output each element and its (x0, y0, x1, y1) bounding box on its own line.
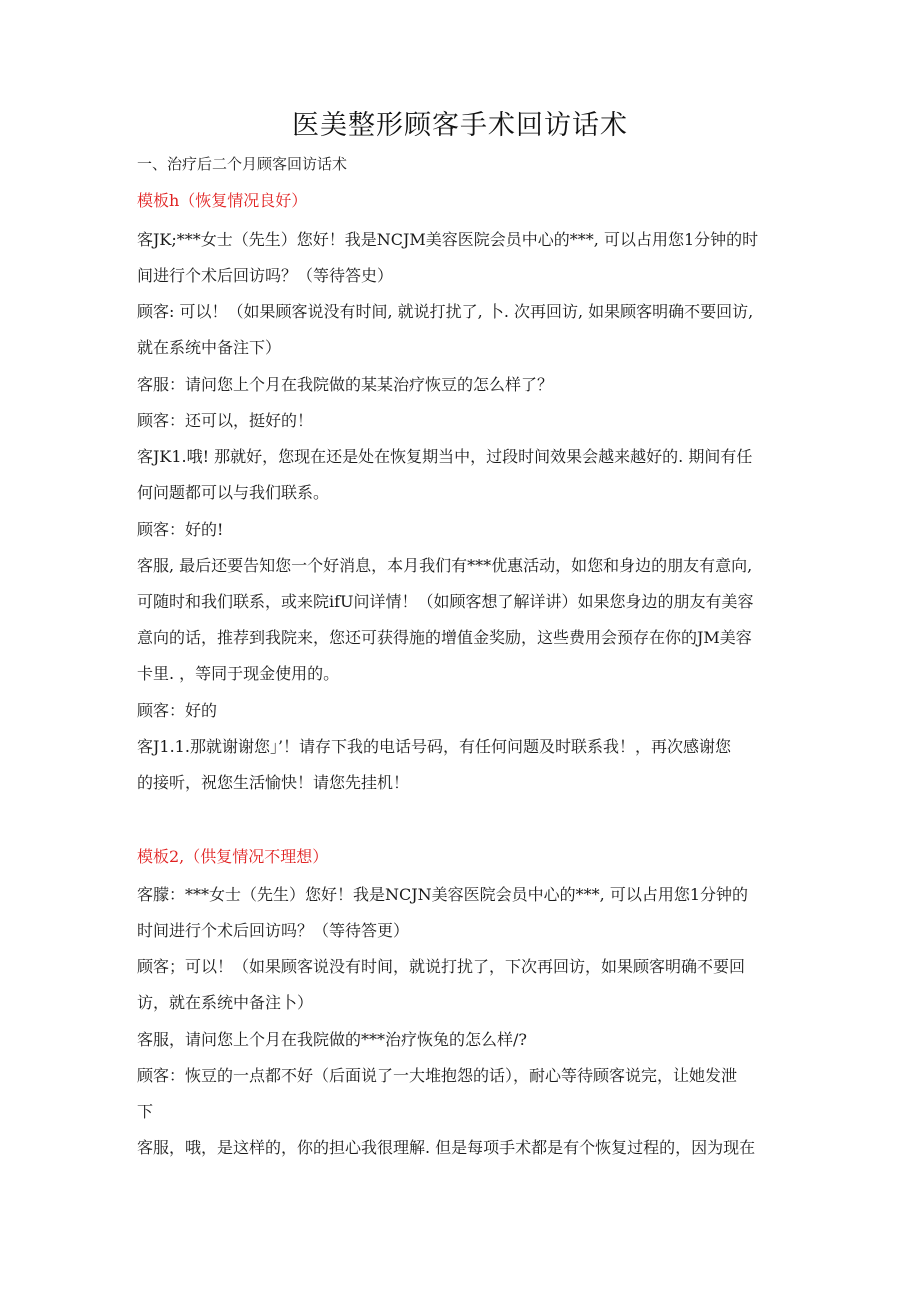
dialogue-line: 顾客：好的! (137, 519, 224, 539)
dialogue-line: 客J1.1.那就谢谢您」’！请存下我的电话号码，有任何问题及时联系我！，再次感谢您 (137, 736, 732, 756)
dialogue-line: 就在系统中备注下） (137, 338, 282, 358)
dialogue-line: 卡里. ，等同于现金使用的。 (137, 663, 340, 683)
template1-heading: 模板h（恢复情况良好） (137, 191, 308, 210)
dialogue-paragraph (137, 693, 787, 729)
dialogue-line: 客JK;***女士（先生）您好！我是NCJM美容医院会员中心的***, 可以占用您1分钟的时 (137, 230, 759, 249)
dialogue-line: 客朦：***女士（先生）您好！我是NCJN美容医院会员中心的***, 可以占用您1分钟的 (137, 885, 749, 904)
dialogue-paragraph (137, 1022, 787, 1058)
dialogue-line: 何问题都可以与我们联系。 (137, 483, 330, 503)
dialogue-paragraph (137, 1130, 787, 1166)
dialogue-line: 访，就在系统中备注卜） (137, 993, 314, 1013)
dialogue-line: 客服，请问您上个月在我院做的***治疗恢兔的怎么样/? (137, 1029, 527, 1049)
document-title: 医美整形顾客手术回访话术 (292, 110, 628, 141)
dialogue-line: 时间进行个术后回访吗？（等待答更） (137, 921, 410, 940)
dialogue-line: 间进行个术后回访吗？（等待答史） (137, 266, 394, 285)
dialogue-line: 顾客: 可以！（如果顾客说没有时间, 就说打扰了, 卜. 次再回访, 如果顾客明确不要回访, (137, 302, 754, 322)
dialogue-paragraph (137, 367, 787, 403)
dialogue-paragraph (137, 294, 787, 366)
dialogue-paragraph (137, 512, 787, 548)
dialogue-line: 的接听，祝您生活愉快！请您先挂机！ (137, 772, 410, 792)
dialogue-paragraph (137, 1058, 787, 1130)
dialogue-line: 下 (137, 1102, 154, 1121)
template2-heading: 模板2,（供复情况不理想） (137, 847, 329, 866)
dialogue-line: 顾客：还可以，挺好的！ (137, 411, 314, 430)
section-heading: 一、治疗后二个月顾客回访话术 (137, 155, 348, 173)
dialogue-paragraph (137, 548, 787, 692)
dialogue-line: 可随时和我们联系，或来院ifU问详情！（如顾客想了解详讲）如果您身边的朋友有美容 (137, 591, 754, 611)
dialogue-paragraph (137, 877, 787, 949)
dialogue-paragraph (137, 949, 787, 1021)
dialogue-line: 客服，哦，是这样的，你的担心我很理解. 但是每项手术都是有个恢复过程的，因为现在 (137, 1138, 756, 1158)
dialogue-line: 客JK1.哦! 那就好，您现在还是处在恢复期当中，过段时间效果会越来越好的. 期间有任 (137, 447, 753, 467)
dialogue-line: 客服, 最后还要告知您一个好消息，本月我们有***优惠活动，如您和身边的朋友有意向, (137, 555, 753, 575)
dialogue-line: 客服：请问您上个月在我院做的某某治疗恢豆的怎么样了？ (137, 374, 554, 394)
dialogue-line: 意向的话，推荐到我院来，您还可获得施的增值金奖励，这些费用会预存在你的JM美容 (137, 627, 752, 647)
dialogue-paragraph (137, 403, 787, 439)
dialogue-line: 顾客：好的 (137, 700, 218, 720)
dialogue-line: 顾客：恢豆的一点都不好（后面说了一大堆抱怨的话），耐心等待顾客说完，让她发泄 (137, 1066, 738, 1085)
dialogue-paragraph (137, 222, 787, 294)
dialogue-line: 顾客；可以！（如果顾客说没有时间，就说打扰了，下次再回访，如果顾客明确不要回 (137, 957, 746, 977)
dialogue-paragraph (137, 729, 787, 801)
dialogue-paragraph (137, 439, 787, 511)
